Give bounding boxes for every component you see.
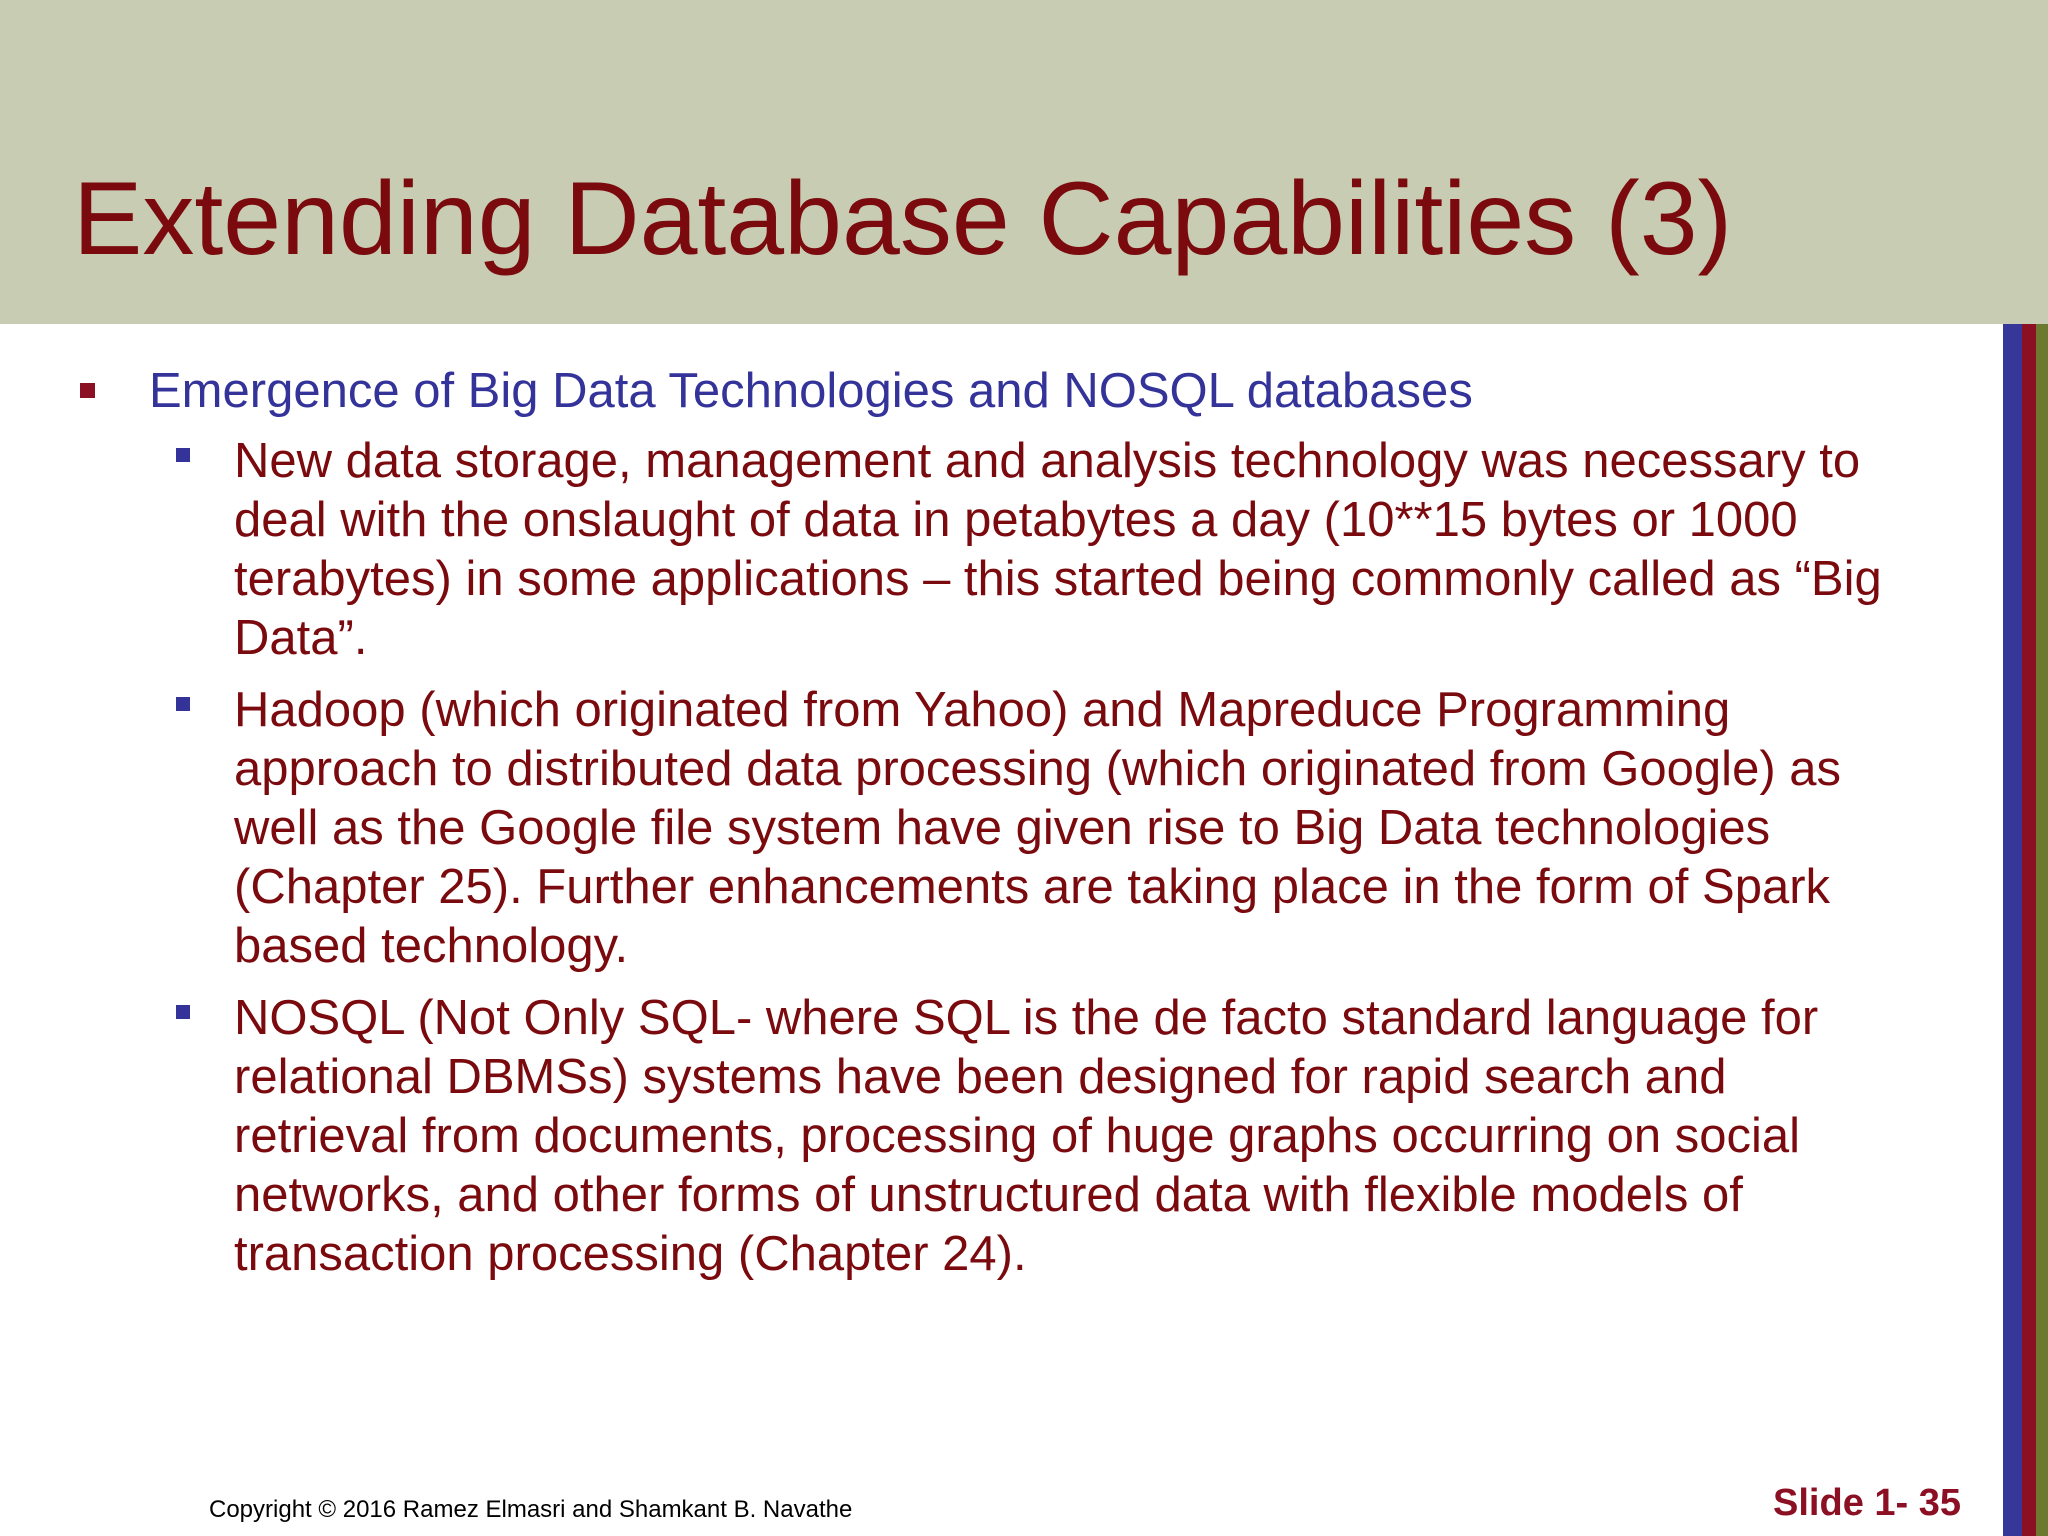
stripe-olive: [2036, 324, 2048, 1536]
sub-bullet-text: New data storage, management and analysis technology was necessary to deal with the onslaught of data in petabytes a day (10**15 bytes or 1000 terabytes) in some applications – this started being commonly called as “Big Data”.: [234, 434, 1882, 665]
square-bullet-icon: [176, 448, 190, 462]
sub-bullet-text: Hadoop (which originated from Yahoo) and Mapreduce Programming approach to distributed data processing (which originated from Google) as well as the Google file system have given rise to Big Data technologies (Chapter 25). Further enhancements are taking place in the form of Spark based technology.: [234, 683, 1841, 973]
copyright-footer: Copyright © 2016 Ramez Elmasri and Shamkant B. Navathe: [209, 1496, 853, 1523]
stripe-blue: [2003, 324, 2022, 1536]
slide-content: [0, 362, 1960, 1297]
slide-number: Slide 1- 35: [1773, 1482, 1961, 1524]
slide-title: Extending Database Capabilities (3): [73, 161, 1733, 277]
square-bullet-icon: [80, 383, 95, 398]
sub-bullet-text: NOSQL (Not Only SQL- where SQL is the de facto standard language for relational DBMSs) systems have been designed for rapid search and retrieval from documents, processing of huge graphs occurring on social networks, and other forms of unstructured data with flexible models of transaction processing (Chapter 24).: [234, 991, 1819, 1281]
main-bullet-item: [0, 362, 1960, 420]
square-bullet-icon: [176, 697, 190, 711]
main-bullet-text: Emergence of Big Data Technologies and NOSQL databases: [149, 364, 1473, 418]
sub-bullet-item: [0, 681, 1914, 976]
edge-stripes: [2003, 324, 2048, 1536]
stripe-red: [2022, 324, 2036, 1536]
sub-bullet-item: [0, 432, 1914, 668]
square-bullet-icon: [176, 1005, 190, 1019]
sub-bullet-item: [0, 989, 1914, 1284]
